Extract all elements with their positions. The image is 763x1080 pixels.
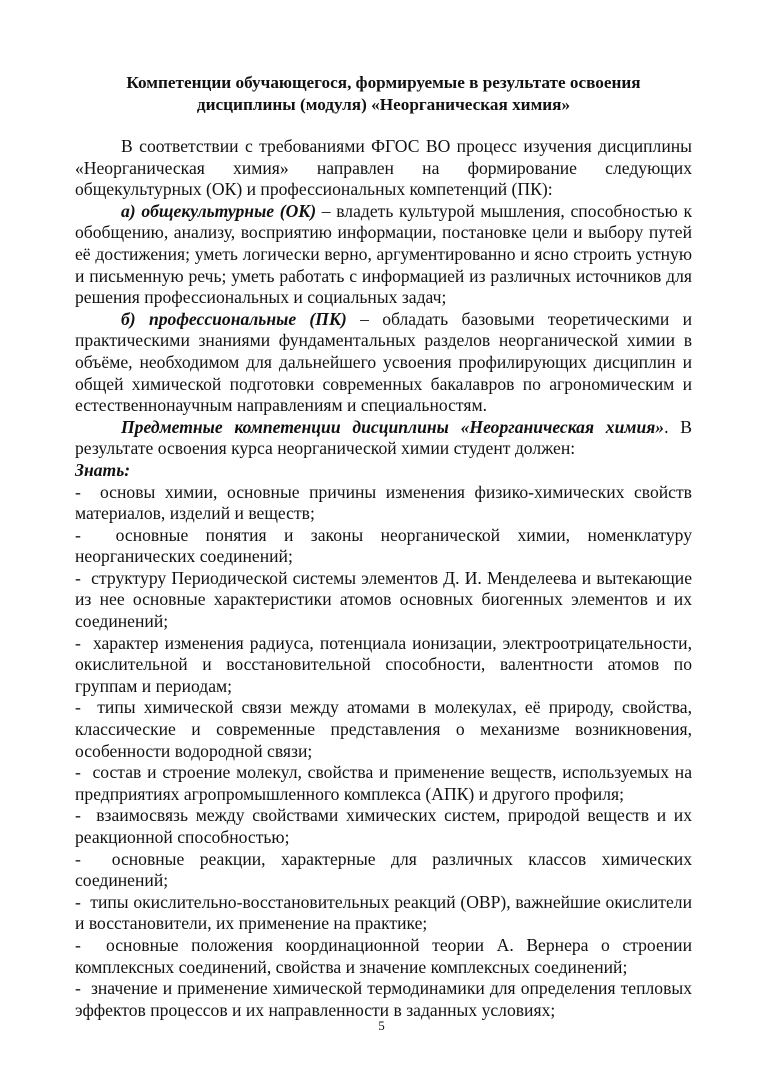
intro-paragraph: В соответствии с требованиями ФГОС ВО процесс изучения дисциплины «Неорганическая химия» направлен на формирование следующих общекультурных (ОК) и профессиональных компетенций (ПК): bbox=[75, 136, 692, 200]
dash-marker: - bbox=[75, 805, 97, 826]
dash-marker: - bbox=[75, 632, 93, 653]
list-item bbox=[75, 978, 692, 1021]
list-item-text: характер изменения радиуса, потенциала ионизации, электроотрицательности, окислительной и восстановительной способности, валентности атомов по группам и периодам; bbox=[75, 632, 692, 696]
title-line-2: дисциплины (модуля) «Неорганическая химия» bbox=[196, 94, 571, 114]
subject-text: . В результате освоения курса неорганической химии студент должен: bbox=[75, 416, 692, 459]
list-item bbox=[75, 892, 692, 935]
list-item bbox=[75, 805, 692, 848]
dash-marker: - bbox=[75, 934, 106, 955]
document-page bbox=[75, 72, 692, 1021]
dash-marker: - bbox=[75, 567, 92, 588]
page-number: 5 bbox=[378, 1018, 385, 1033]
dash-marker: - bbox=[75, 848, 112, 869]
list-item-text: типы окислительно-восстановительных реакций (ОВР), важнейшие окислители и восстановители, их применение на практике; bbox=[75, 891, 692, 934]
list-item-text: структуру Периодической системы элементов Д. И. Менделеева и вытекающие из нее основные характеристики атомов основных биогенных элементов и их соединений; bbox=[75, 567, 692, 632]
list-item bbox=[75, 633, 692, 698]
know-list bbox=[75, 482, 692, 1022]
list-item-text: основы химии, основные причины изменения физико-химических свойств материалов, изделий и веществ; bbox=[75, 481, 692, 524]
subject-term: Предметные компетенции дисциплины «Неорганическая химия» bbox=[121, 416, 665, 437]
pk-term: б) профессиональные (ПК) bbox=[121, 308, 347, 329]
document-title bbox=[75, 72, 692, 115]
pk-paragraph bbox=[75, 309, 692, 417]
list-item bbox=[75, 849, 692, 892]
list-item bbox=[75, 935, 692, 978]
list-item bbox=[75, 482, 692, 525]
list-item-text: взаимосвязь между свойствами химических систем, природой веществ и их реакционной способностью; bbox=[75, 805, 692, 847]
list-item-text: значение и применение химической термодинамики для определения тепловых эффектов процессов и их направленности в заданных условиях; bbox=[75, 978, 692, 1020]
ok-paragraph bbox=[75, 201, 692, 309]
pk-text: – обладать базовыми теоретическими и практическими знаниями фундаментальных разделов неорганической химии в объёме, необходимом для дальнейшего усвоения профилирующих дисциплин и общей химической подготовки современных бакалавров по агрономическим и естественнонаучным направлениям и специальностям. bbox=[75, 308, 692, 416]
dash-marker: - bbox=[75, 978, 91, 999]
know-heading bbox=[75, 460, 692, 482]
ok-text: – владеть культурой мышления, способностью к обобщению, анализу, восприятию информации, постановке цели и выбору путей её достижения; уметь логически верно, аргументированно и ясно строить устную и письменную речь; уметь работать с информацией из различных источников для решения профессиональных и социальных задач; bbox=[75, 200, 693, 308]
dash-marker: - bbox=[75, 762, 93, 783]
dash-marker: - bbox=[75, 481, 100, 502]
know-label: Знать: bbox=[75, 459, 131, 480]
dash-marker: - bbox=[75, 891, 91, 912]
list-item bbox=[75, 525, 692, 568]
list-item-text: основные понятия и законы неорганической химии, номенклатуру неорганических соединений; bbox=[75, 524, 692, 567]
dash-marker: - bbox=[75, 524, 116, 545]
ok-term: а) общекультурные (ОК) bbox=[121, 200, 317, 221]
list-item bbox=[75, 568, 692, 633]
subject-paragraph bbox=[75, 417, 692, 460]
list-item bbox=[75, 762, 692, 805]
list-item-text: основные реакции, характерные для различных классов химических соединений; bbox=[75, 848, 693, 891]
list-item-text: состав и строение молекул, свойства и применение веществ, используемых на предприятиях агропромышленного комплекса (АПК) и другого профиля; bbox=[75, 762, 693, 804]
title-line-1: Компетенции обучающегося, формируемые в результате освоения bbox=[126, 73, 641, 92]
list-item-text: основные положения координационной теории А. Вернера о строении комплексных соединений, свойства и значение комплексных соединений; bbox=[75, 934, 692, 977]
dash-marker: - bbox=[75, 697, 98, 718]
list-item bbox=[75, 697, 692, 762]
list-item-text: типы химической связи между атомами в молекулах, её природу, свойства, классические и современные представления о механизме возникновения, особенности водородной связи; bbox=[75, 697, 692, 761]
